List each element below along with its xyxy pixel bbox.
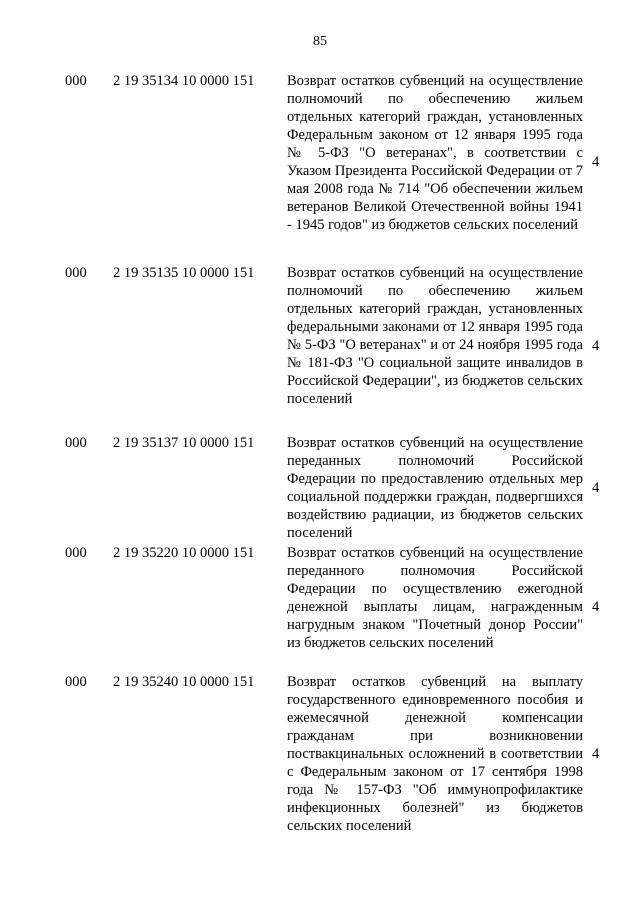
row-description: Возврат остатков субвенций на осуществление переданных полномочий Российской Федерации по предоставлению отдельных мер социальной поддержки граждан, подвергшихся воздействию радиации, из бюджетов сельских поселений — [287, 435, 583, 541]
group-number: 4 — [592, 480, 600, 496]
row-description: Возврат остатков субвенций на осуществление полномочий по обеспечению жильем отдельных категорий граждан, установленных Федеральным законом от 12 января 1995 года № 5-ФЗ "О ветеранах", в соответствии с Указом Президента Российской Федерации от 7 мая 2008 года № 714 "Об обеспечении жильем ветеранов Великой Отечественной войны 1941 - 1945 годов" из бюджетов сельских поселений — [287, 73, 583, 233]
group-number: 4 — [592, 338, 600, 354]
group-number: 4 — [592, 154, 600, 170]
budget-code: 2 19 35134 10 0000 151 — [113, 73, 255, 89]
group-number: 4 — [592, 746, 600, 762]
budget-code: 2 19 35135 10 0000 151 — [113, 265, 255, 281]
page-number: 85 — [313, 34, 327, 49]
group-number: 4 — [592, 599, 600, 615]
budget-code: 2 19 35240 10 0000 151 — [113, 674, 255, 690]
admin-code: 000 — [65, 435, 87, 451]
budget-code: 2 19 35137 10 0000 151 — [113, 435, 255, 451]
admin-code: 000 — [65, 674, 87, 690]
row-description: Возврат остатков субвенций на осуществление полномочий по обеспечению жильем отдельных категорий граждан, установленных федеральными законами от 12 января 1995 года № 5-ФЗ "О ветеранах" и от 24 ноября 1995 года № 181-ФЗ "О социальной защите инвалидов в Российской Федерации", из бюджетов сельских поселений — [287, 265, 583, 407]
admin-code: 000 — [65, 265, 87, 281]
admin-code: 000 — [65, 73, 87, 89]
row-description: Возврат остатков субвенций на осуществление переданного полномочия Российской Федерации по осуществлению ежегодной денежной выплаты лицам, награжденным нагрудным знаком "Почетный донор России" из бюджетов сельских поселений — [287, 545, 583, 651]
admin-code: 000 — [65, 545, 87, 561]
row-description: Возврат остатков субвенций на выплату государственного единовременного пособия и ежемесячной денежной компенсации гражданам при возникновении поствакцинальных осложнений в соответствии с Федеральным законом от 17 сентября 1998 года № 157-ФЗ "Об иммунопрофилактике инфекционных болезней" из бюджетов сельских поселений — [287, 674, 583, 834]
budget-code: 2 19 35220 10 0000 151 — [113, 545, 255, 561]
